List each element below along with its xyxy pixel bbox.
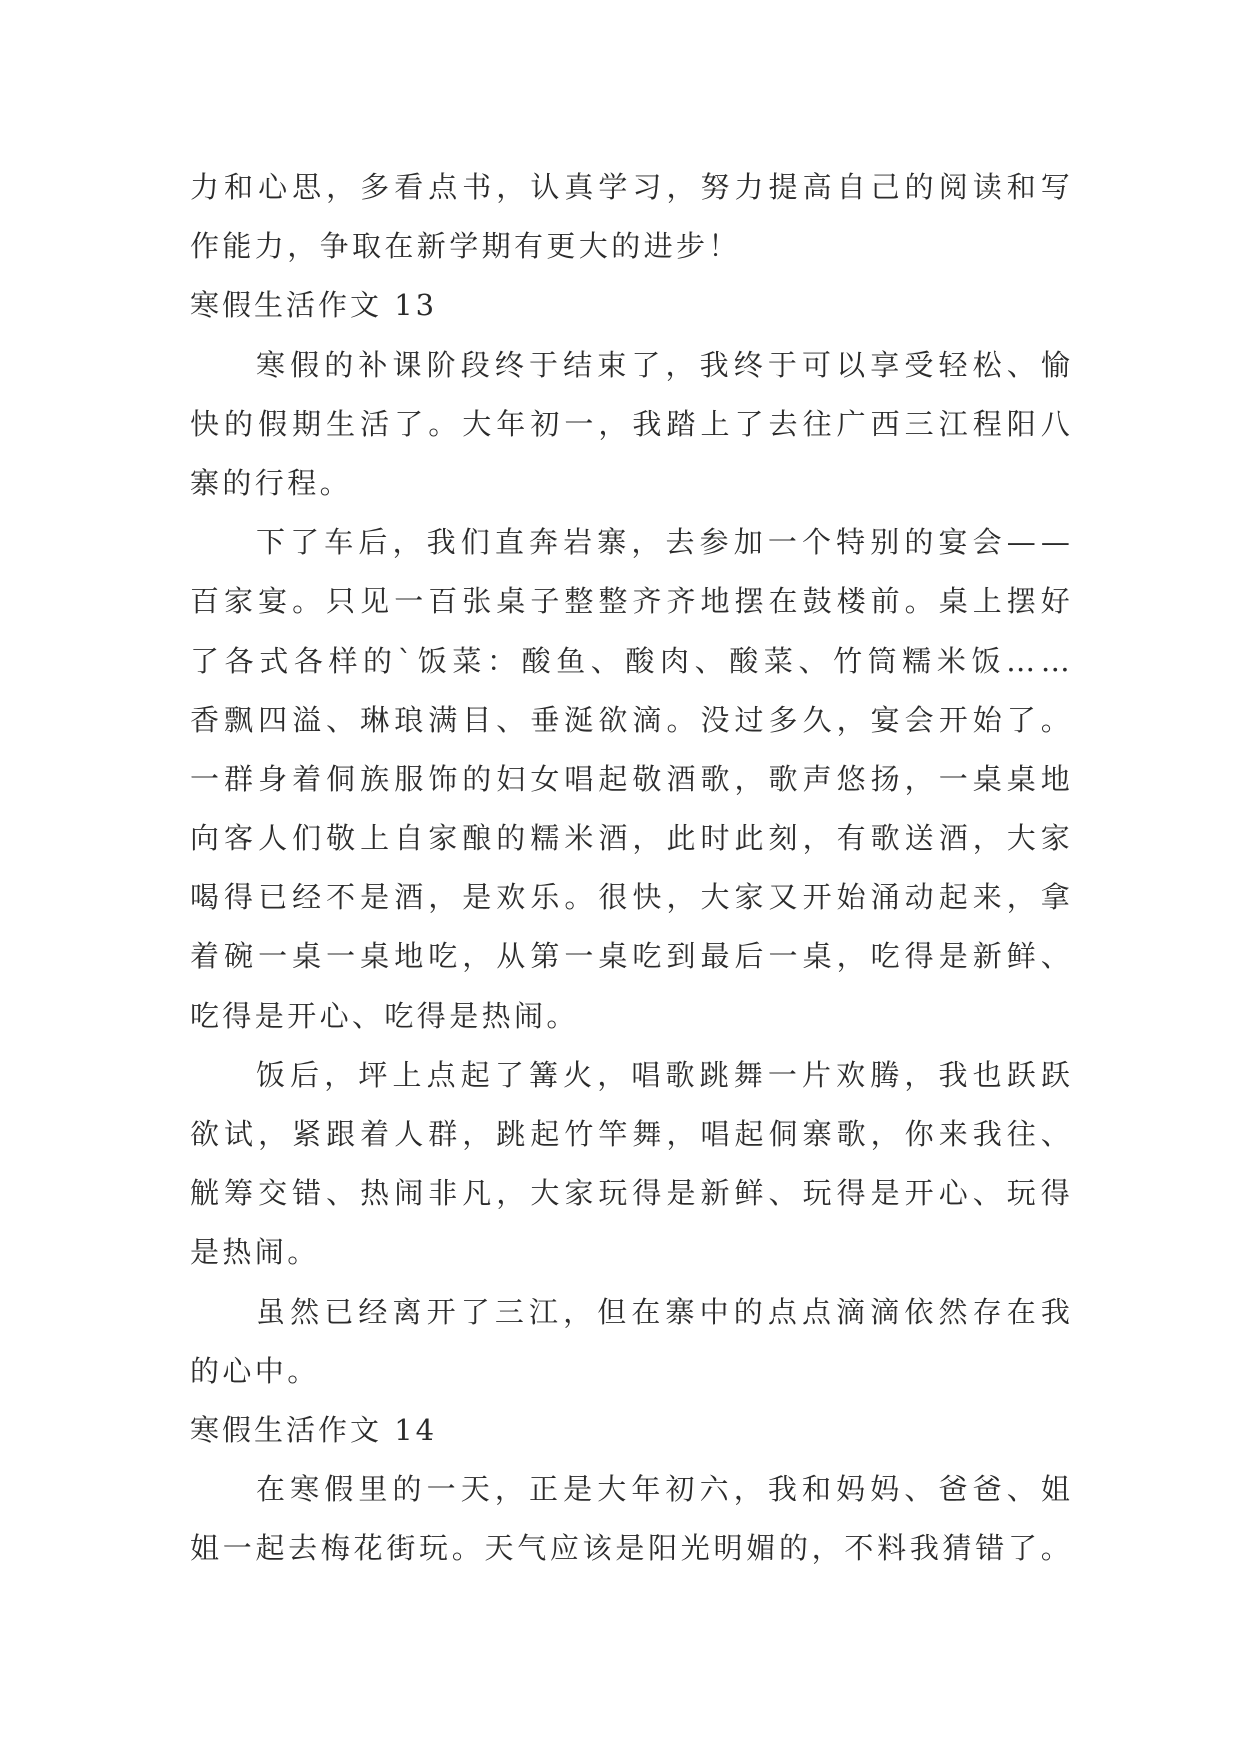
section-heading: 寒假生活作文 13 (190, 288, 438, 323)
text-line: 向 客 人 们 敬 上 自 家 酿 的 糯 米 酒 ， 此 时 此 刻 ， 有 歌 送 酒 ， 大 家 (190, 821, 1070, 856)
text-line: 觥 筹 交 错 、 热 闹 非 凡 ， 大 家 玩 得 是 新 鲜 、 玩 得 是 开 心 、 玩 得 (190, 1176, 1070, 1211)
paragraph-first-line: 在 寒 假 里 的 一 天 ， 正 是 大 年 初 六 ， 我 和 妈 妈 、 爸 爸 、 姐 (256, 1472, 1070, 1507)
text-line: 的心中。 (190, 1353, 320, 1388)
paragraph-first-line: 饭 后 ， 坪 上 点 起 了 篝 火 ， 唱 歌 跳 舞 一 片 欢 腾 ， 我 也 跃 跃 (256, 1057, 1070, 1092)
paragraph-first-line: 寒 假 的 补 课 阶 段 终 于 结 束 了 ， 我 终 于 可 以 享 受 轻 松 、 愉 (256, 347, 1070, 382)
text-line: 一 群 身 着 侗 族 服 饰 的 妇 女 唱 起 敬 酒 歌 ， 歌 声 悠 扬 ， 一 桌 桌 地 (190, 761, 1070, 796)
text-line: 了 各 式 各 样 的 ` 饭 菜 ： 酸 鱼 、 酸 肉 、 酸 菜 、 竹 筒 糯 米 饭 … … (190, 643, 1070, 678)
text-line: 快 的 假 期 生 活 了 。 大 年 初 一 ， 我 踏 上 了 去 往 广 西 三 江 程 阳 八 (190, 406, 1070, 441)
paragraph-first-line: 虽 然 已 经 离 开 了 三 江 ， 但 在 寨 中 的 点 点 滴 滴 依 然 存 在 我 (256, 1294, 1070, 1329)
paragraph-first-line: 下 了 车 后 ， 我 们 直 奔 岩 寨 ， 去 参 加 一 个 特 别 的 宴 会 — — (256, 525, 1070, 560)
text-line: 欲 试 ， 紧 跟 着 人 群 ， 跳 起 竹 竿 舞 ， 唱 起 侗 寨 歌 ， 你 来 我 往 、 (190, 1117, 1070, 1151)
text-line: 姐 一 起 去 梅 花 街 玩 。 天 气 应 该 是 阳 光 明 媚 的 ， 不 料 我 猜 错 了 。 (190, 1531, 1070, 1566)
document-body (190, 158, 1070, 1579)
text-line: 百 家 宴 。 只 见 一 百 张 桌 子 整 整 齐 齐 地 摆 在 鼓 楼 前 。 桌 上 摆 好 (190, 584, 1070, 619)
text-line: 力 和 心 思 ， 多 看 点 书 ， 认 真 学 习 ， 努 力 提 高 自 己 的 阅 读 和 写 (190, 170, 1070, 204)
text-line: 作能力，争取在新学期有更大的进步！ (190, 229, 741, 264)
text-line: 喝 得 已 经 不 是 酒 ， 是 欢 乐 。 很 快 ， 大 家 又 开 始 涌 动 起 来 ， 拿 (190, 880, 1070, 915)
text-line: 香 飘 四 溢 、 琳 琅 满 目 、 垂 涎 欲 滴 。 没 过 多 久 ， 宴 会 开 始 了 。 (190, 702, 1070, 737)
section-heading: 寒假生活作文 14 (190, 1412, 438, 1447)
text-line: 是热闹。 (190, 1235, 320, 1270)
text-line: 着 碗 一 桌 一 桌 地 吃 ， 从 第 一 桌 吃 到 最 后 一 桌 ， 吃 得 是 新 鲜 、 (190, 939, 1070, 974)
text-line: 吃得是开心、吃得是热闹。 (190, 998, 579, 1033)
text-line: 寨的行程。 (190, 465, 353, 500)
